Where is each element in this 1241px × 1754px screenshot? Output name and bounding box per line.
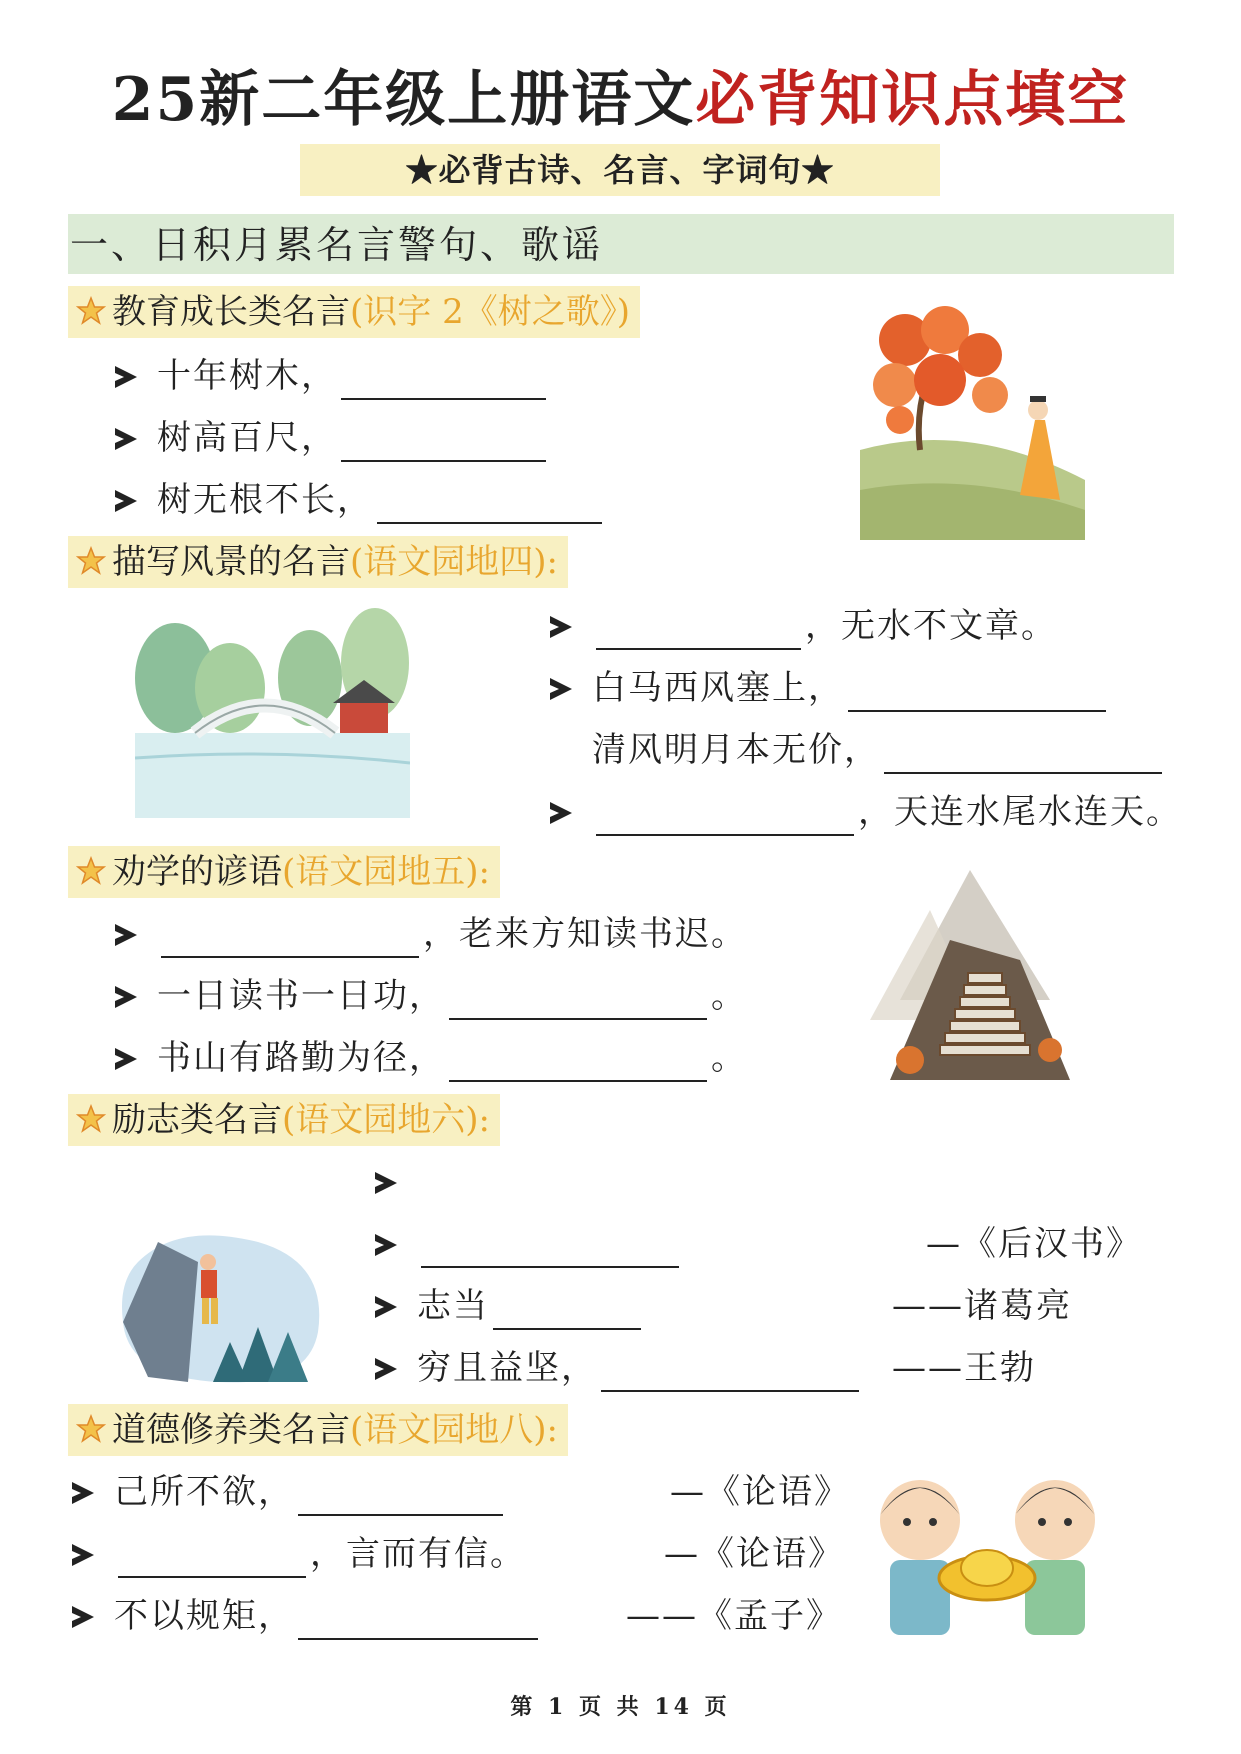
list-item (592, 726, 1166, 774)
arrow-icon (72, 1544, 94, 1566)
fill-blank[interactable] (596, 794, 854, 836)
list-item (115, 352, 550, 400)
arrow-icon (115, 924, 137, 946)
subtitle-banner: ★必背古诗、名言、字词句★ (300, 144, 940, 196)
category-name: 描写风景的名言 (112, 542, 350, 582)
line-text: 穷且益坚， (417, 1348, 597, 1388)
fill-blank[interactable] (341, 420, 546, 462)
line-text: 不以规矩， (114, 1596, 294, 1636)
category-source: (语文园地六) (282, 1100, 479, 1140)
star-icon (76, 546, 106, 576)
list-item (375, 1158, 417, 1206)
category-colon: : (546, 1410, 558, 1450)
list-item (550, 788, 1182, 836)
fill-blank[interactable] (341, 358, 546, 400)
list-item (550, 664, 1110, 712)
arrow-icon (115, 366, 137, 388)
line-text: 白马西风塞上， (592, 668, 844, 708)
fill-blank[interactable] (421, 1226, 679, 1268)
arrow-icon (375, 1358, 397, 1380)
arrow-icon (375, 1234, 397, 1256)
list-item (115, 414, 550, 462)
arrow-icon (72, 1606, 94, 1628)
fill-blank[interactable] (298, 1598, 538, 1640)
category-scenery (68, 536, 568, 588)
page-title (0, 52, 1241, 138)
line-text: 树无根不长， (157, 480, 373, 520)
list-item (72, 1468, 507, 1516)
category-education (68, 286, 640, 338)
line-text: 树高百尺， (157, 418, 337, 458)
climber-illustration (118, 1222, 328, 1387)
fill-blank[interactable] (118, 1536, 306, 1578)
fill-blank[interactable] (884, 732, 1162, 774)
attribution: ——诸葛亮 (892, 1286, 1072, 1326)
arrow-icon (550, 616, 572, 638)
fill-blank[interactable] (298, 1474, 503, 1516)
line-text: 己所不欲， (114, 1472, 294, 1512)
attribution: ——《孟子》 (626, 1596, 842, 1636)
list-item (72, 1530, 526, 1578)
title-highlight: 必背知识点填空 (695, 65, 1130, 135)
arrow-icon (375, 1296, 397, 1318)
category-source: (语文园地四) (350, 542, 547, 582)
attribution: —《论语》 (664, 1534, 844, 1574)
category-name: 劝学的谚语 (112, 852, 282, 892)
list-item (375, 1282, 645, 1330)
star-icon (76, 856, 106, 886)
line-period: 。 (711, 976, 747, 1016)
line-period: 。 (711, 1038, 747, 1078)
arrow-icon (115, 490, 137, 512)
category-source: (语文园地八) (350, 1410, 547, 1450)
attribution: —《后汉书》 (926, 1224, 1142, 1264)
arrow-icon (375, 1172, 397, 1194)
arrow-icon (115, 428, 137, 450)
category-source: (识字 2《树之歌》) (350, 292, 630, 332)
category-source: (语文园地五) (282, 852, 479, 892)
fill-blank[interactable] (377, 482, 602, 524)
attribution: ——王勃 (892, 1348, 1036, 1388)
title-main: 25新二年级上册语文 (111, 65, 696, 135)
line-text: ，老来方知读书迟。 (423, 914, 747, 954)
page-footer: 第 1 页 共 14 页 (510, 1694, 731, 1720)
fill-blank[interactable] (601, 1350, 859, 1392)
line-text: 十年树木， (157, 356, 337, 396)
category-name: 教育成长类名言 (112, 292, 350, 332)
arrow-icon (115, 1048, 137, 1070)
line-text: ，言而有信。 (310, 1534, 526, 1574)
kids-illustration (865, 1460, 1110, 1640)
fill-blank[interactable] (161, 916, 419, 958)
fill-blank[interactable] (493, 1288, 641, 1330)
arrow-icon (115, 986, 137, 1008)
line-text: 志当 (417, 1286, 489, 1326)
list-item (115, 972, 747, 1020)
category-morality (68, 1404, 568, 1456)
category-colon: : (546, 542, 558, 582)
list-item (72, 1592, 542, 1640)
fill-blank[interactable] (449, 1040, 707, 1082)
category-study (68, 846, 500, 898)
section-heading: 一、日积月累名言警句、歌谣 (68, 214, 1174, 274)
category-name: 道德修养类名言 (112, 1410, 350, 1450)
star-icon (76, 296, 106, 326)
category-colon: : (478, 852, 490, 892)
list-item (115, 1034, 747, 1082)
book-mountain-illustration (870, 850, 1085, 1115)
attribution: —《论语》 (670, 1472, 850, 1512)
list-item (115, 476, 606, 524)
list-item (550, 602, 1057, 650)
category-colon: : (478, 1100, 490, 1140)
tree-illustration (860, 300, 1085, 540)
list-item (115, 910, 747, 958)
arrow-icon (550, 678, 572, 700)
line-text: 清风明月本无价， (592, 730, 880, 770)
list-item (375, 1220, 683, 1268)
category-inspiration (68, 1094, 500, 1146)
arrow-icon (72, 1482, 94, 1504)
fill-blank[interactable] (848, 670, 1106, 712)
line-text: 书山有路勤为径， (157, 1038, 445, 1078)
line-text: 一日读书一日功， (157, 976, 445, 1016)
arrow-icon (550, 802, 572, 824)
fill-blank[interactable] (449, 978, 707, 1020)
bridge-illustration (135, 608, 410, 818)
category-name: 励志类名言 (112, 1100, 282, 1140)
line-text: ，无水不文章。 (805, 606, 1057, 646)
star-icon (76, 1414, 106, 1444)
fill-blank[interactable] (596, 608, 801, 650)
star-icon (76, 1104, 106, 1134)
list-item (375, 1344, 863, 1392)
line-text: ，天连水尾水连天。 (858, 792, 1182, 832)
